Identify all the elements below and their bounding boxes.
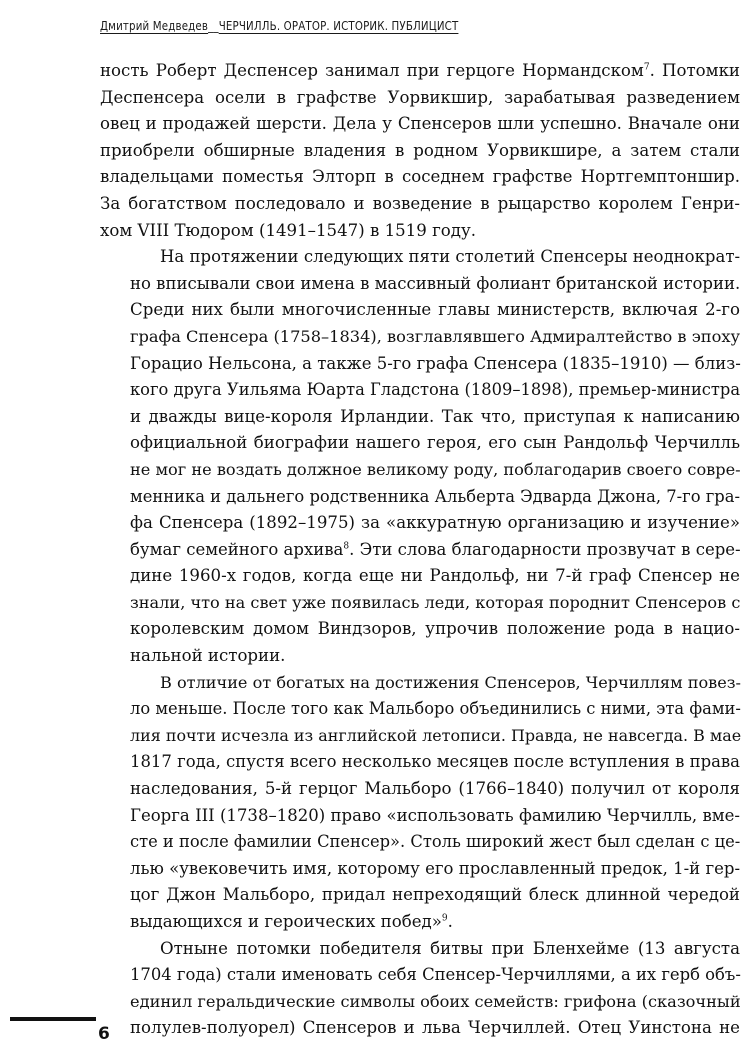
text-line: хом VIII Тюдором (1491–1547) в 1519 году. [100, 220, 477, 240]
text-line: Горацио Нельсона, а также 5-го графа Спенсера (1835–1910) — близ- [130, 353, 741, 373]
text-line: наследования, 5-й герцог Мальборо (1766–1840) получил от короля [130, 779, 740, 799]
text-line: Деспенсера осели в графстве Уорвикшир, зарабатывая разведением [100, 87, 740, 107]
text-line: графа Спенсера (1758–1834), возглавлявшего Адмиралтейство в эпоху [130, 326, 740, 346]
footnote-ref-8[interactable]: 8 [343, 541, 350, 552]
text-line [100, 58, 740, 85]
text-line: не мог не воздать должное великому роду, поблагодарив своего совре- [130, 459, 741, 479]
text-line: приобрели обширные владения в родном Уорвикшире, а затем стали [100, 140, 740, 160]
text-line: менника и дальнего родственника Альберта Эдварда Джона, 7-го гра- [130, 486, 740, 506]
paragraph-1 [100, 58, 740, 244]
text-line: 1817 года, спустя всего несколько месяцев после вступления в права [130, 752, 740, 772]
paragraph-3 [100, 670, 740, 936]
text-line: и дважды вице-короля Ирландии. Так что, приступая к написанию [130, 406, 740, 426]
text-line: кого друга Уильяма Юарта Гладстона (1809–1898), премьер-министра [130, 380, 741, 400]
running-head [100, 18, 625, 33]
text-line: полулев-полуорел) Спенсеров и льва Черчиллей. Отец Уинстона не [130, 1018, 740, 1038]
text-line: владельцами поместья Элторп в соседнем графстве Нортгемптоншир. [100, 167, 740, 187]
line-text: . [447, 912, 453, 931]
line-text: . Эти слова благодарности прозвучат в сере- [349, 539, 741, 559]
text-line: королевским домом Виндзоров, упрочив положение рода в нацио- [130, 619, 740, 639]
footnote-ref-9[interactable]: 9 [441, 913, 448, 924]
folio-rule [10, 1017, 96, 1021]
text-line: 1704 года) стали именовать себя Спенсер-Черчиллями, а их герб объ- [130, 965, 741, 985]
line-text: бумаг семейного архива [130, 539, 344, 559]
page-number: 6 [98, 1024, 110, 1044]
text-line: дине 1960-х годов, когда еще ни Рандольф, ни 7-й граф Спенсер не [130, 566, 740, 586]
text-line: Отныне потомки победителя битвы при Бленхейме (13 августа [160, 938, 740, 958]
text-line: ло меньше. После того как Мальборо объединились с ними, эта фами- [130, 699, 741, 719]
text-line: лью «увековечить имя, которому его прославленный предок, 1-й гер- [130, 858, 741, 878]
text-line: Среди них были многочисленные главы министерств, включая 2-го [130, 300, 740, 320]
running-head-book-title: ЧЕРЧИЛЛЬ. ОРАТОР. ИСТОРИК. ПУБЛИЦИСТ [218, 18, 459, 33]
text-line: В отличие от богатых на достижения Спенсеров, Черчиллям повез- [160, 672, 741, 692]
text-line: Георга III (1738–1820) право «использовать фамилию Черчилль, вме- [130, 805, 740, 825]
running-head-author: Дмитрий Медведев [100, 18, 209, 33]
paragraph-4 [100, 936, 740, 1042]
text-line: нальной истории. [130, 646, 286, 666]
line-text: ность Роберт Деспенсер занимал при герцоге Нормандском [100, 61, 644, 80]
footnote-ref-7[interactable]: 7 [643, 62, 650, 73]
text-line [100, 909, 740, 936]
text-line: За богатством последовало и возведение в рыцарство королем Генри- [100, 193, 740, 213]
paragraph-2 [100, 244, 740, 670]
text-line: сте и после фамилии Спенсер». Столь широкий жест был сделан с це- [130, 832, 741, 852]
line-text: выдающихся и героических побед» [130, 912, 442, 931]
text-line: цог Джон Мальборо, придал непреходящий блеск длинной чередой [130, 885, 740, 905]
text-line: единил геральдические символы обоих семейств: грифона (сказочный [130, 991, 741, 1011]
text-line: знали, что на свет уже появилась леди, которая породнит Спенсеров с [130, 592, 741, 612]
text-line: фа Спенсера (1892–1975) за «аккуратную организацию и изучение» [130, 513, 740, 533]
text-line [100, 537, 740, 564]
running-head-separator: __ [208, 18, 219, 33]
line-text: . Потомки [649, 61, 740, 80]
text-line: На протяжении следующих пяти столетий Спенсеры неоднократ- [160, 247, 741, 267]
text-line: лия почти исчезла из английской летописи. Правда, не навсегда. В мае [130, 725, 742, 745]
text-line: официальной биографии нашего героя, его сын Рандольф Черчилль [130, 433, 740, 453]
body-text [100, 58, 740, 1042]
text-line: но вписывали свои имена в массивный фолиант британской истории. [130, 273, 741, 293]
text-line: овец и продажей шерсти. Дела у Спенсеров шли успешно. Вначале они [100, 114, 740, 134]
